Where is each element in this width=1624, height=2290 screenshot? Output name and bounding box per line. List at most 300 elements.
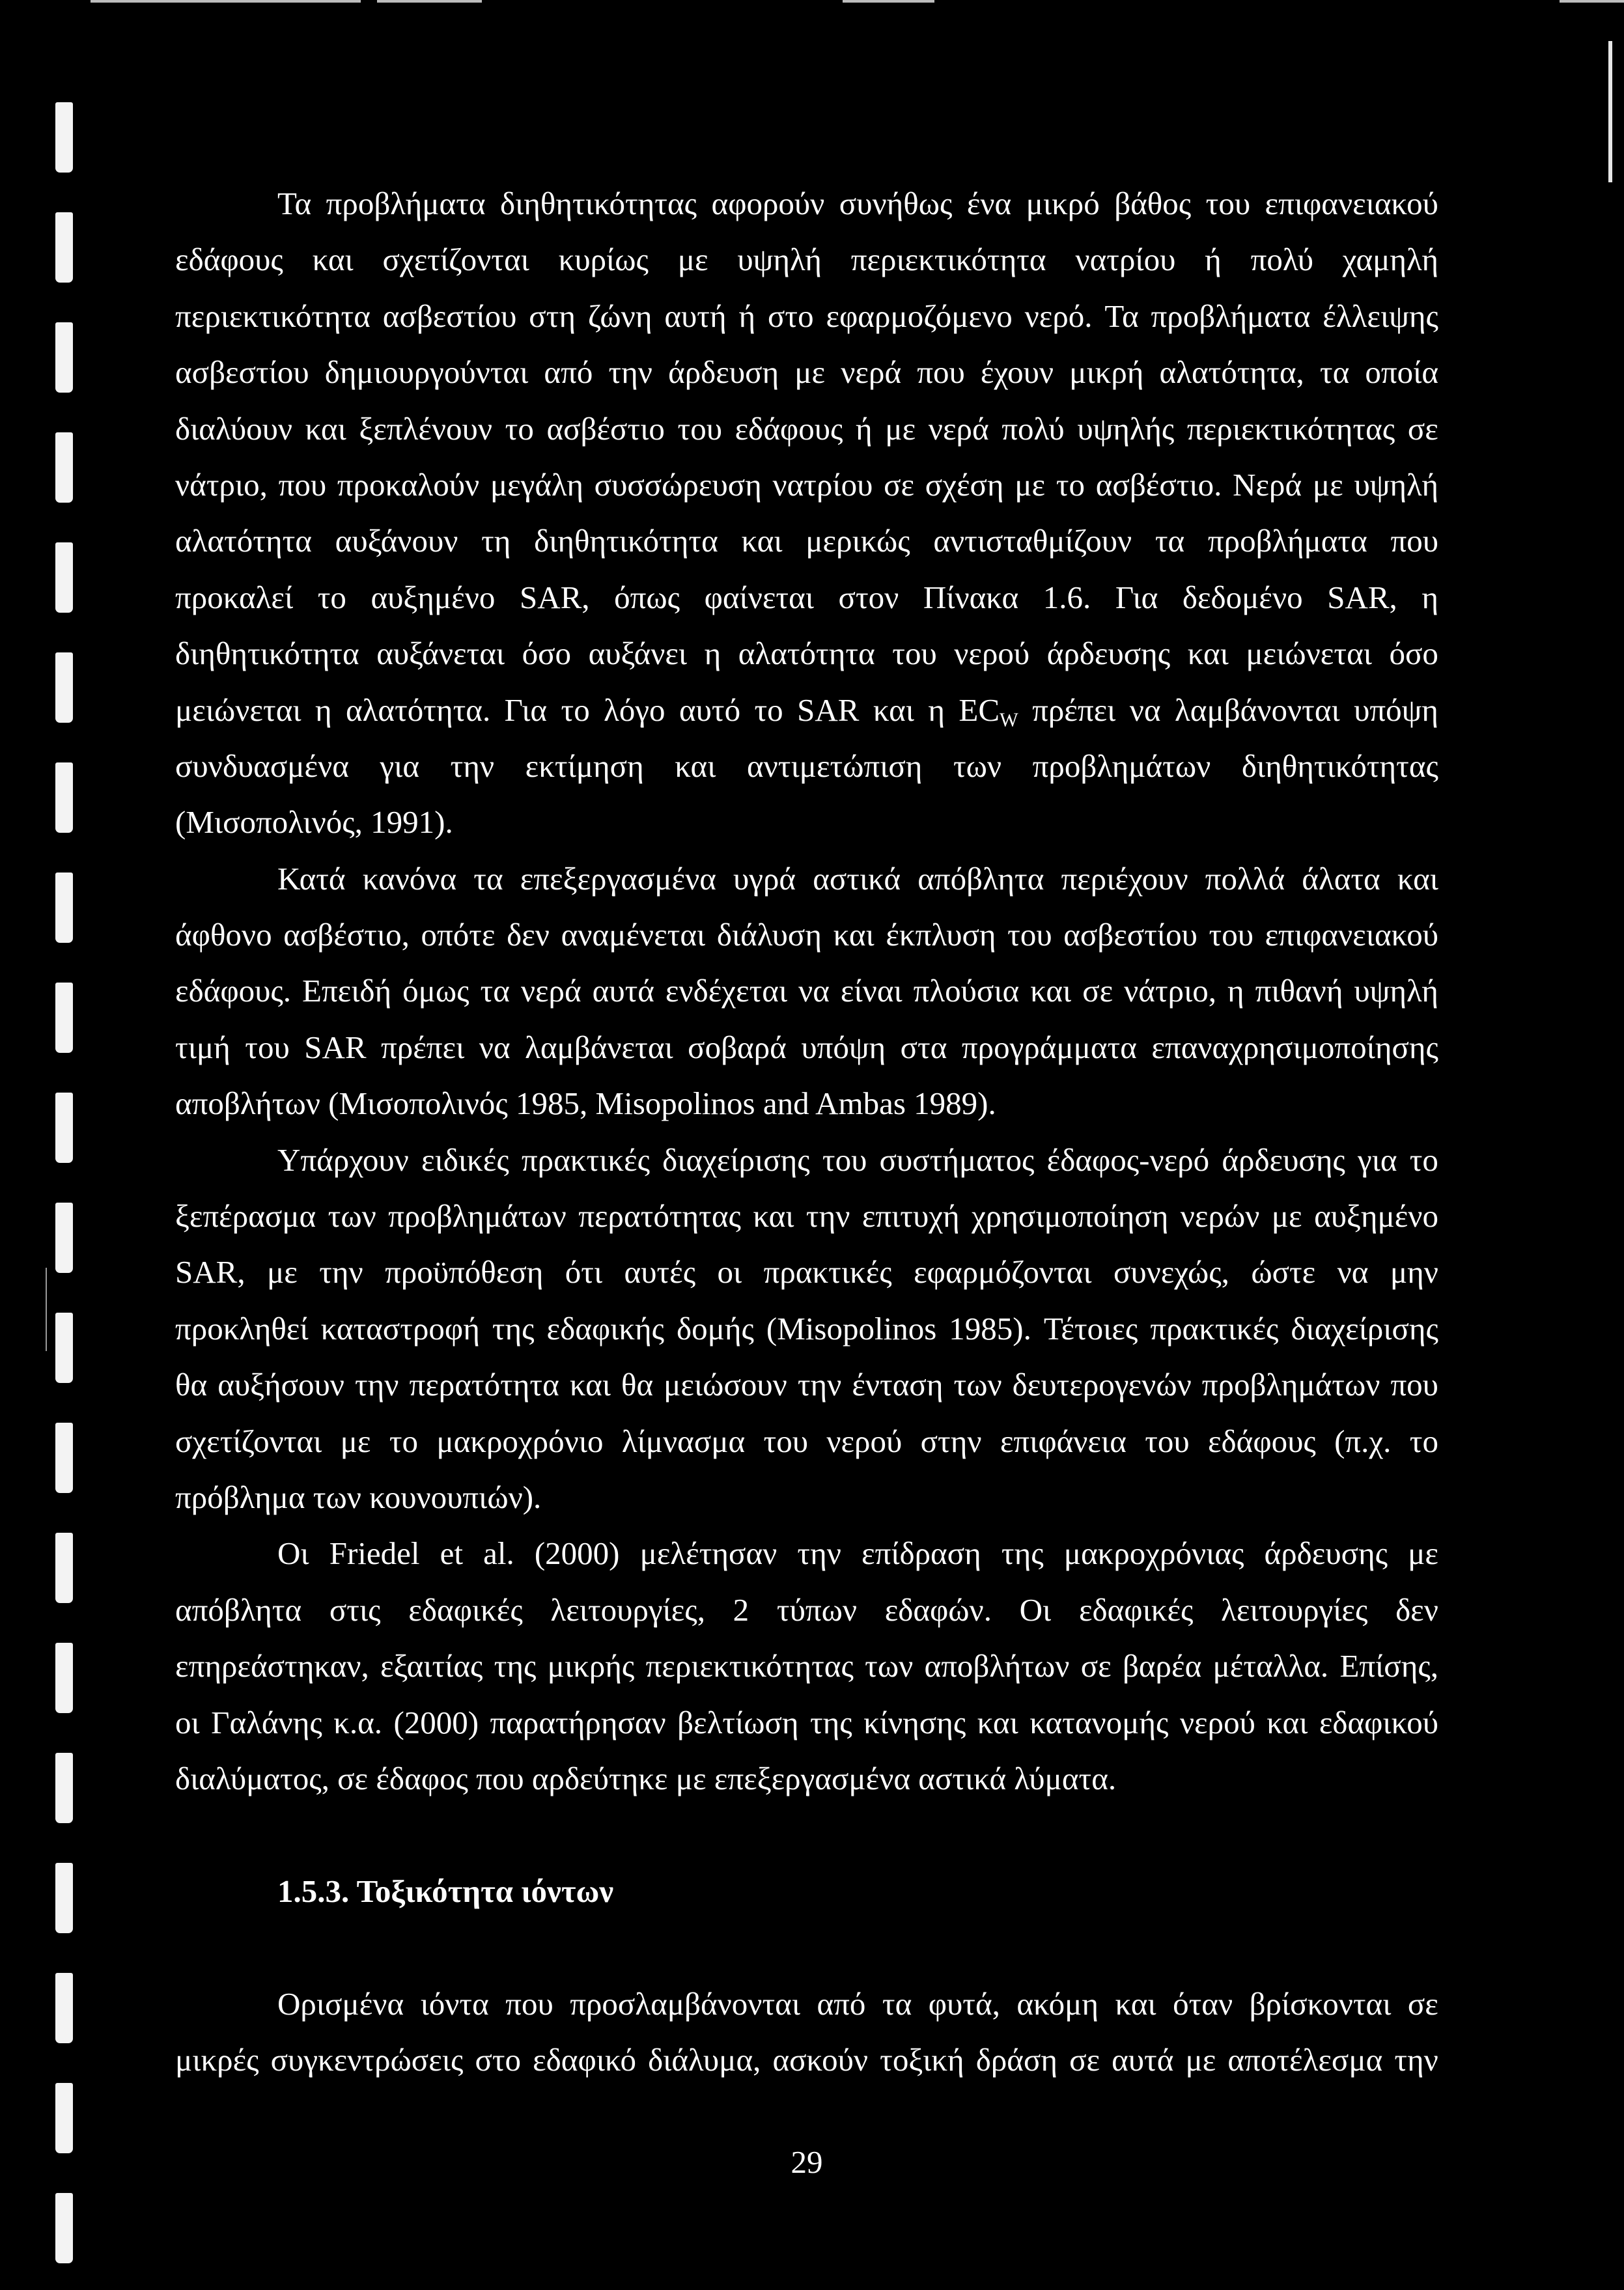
text-line — [175, 682, 1438, 738]
word: του — [1145, 1423, 1190, 1459]
word: διηθητικότητα — [175, 635, 359, 672]
word: πλούσια — [913, 973, 1020, 1009]
word: διηθητικότητας — [500, 186, 697, 221]
word: SAR, — [519, 579, 590, 615]
film-perforation — [55, 1863, 73, 1933]
word: έλλειψης — [1323, 298, 1438, 334]
word: ακόμη — [1016, 1985, 1099, 2022]
text-line — [175, 1582, 1438, 1638]
word: του — [892, 635, 937, 672]
word: κίνησης — [863, 1704, 966, 1740]
text-line — [175, 2032, 1438, 2088]
film-perforation — [55, 1643, 73, 1713]
word: προσλαμβάνονται — [570, 1985, 801, 2022]
word: για — [1358, 1141, 1397, 1178]
word: επιτυχή — [861, 1198, 960, 1235]
word: ασβεστίου — [175, 354, 309, 391]
text-line — [175, 176, 1438, 232]
word: υψηλή — [737, 242, 822, 278]
film-edge-line — [1608, 41, 1612, 182]
word: εδαφικής — [546, 1310, 665, 1347]
word: 2 — [733, 1591, 749, 1628]
word: βρίσκονται — [1249, 1985, 1392, 2022]
word: πρακτικές — [1150, 1310, 1279, 1347]
word: που — [278, 466, 327, 503]
word: αυτές — [624, 1254, 696, 1291]
word: που — [1390, 523, 1438, 559]
film-perforation — [55, 1093, 73, 1163]
word: άρδευσης — [1264, 1535, 1388, 1572]
word: επίδραση — [861, 1535, 981, 1572]
word: απόβλητα — [917, 860, 1044, 897]
word: SAR — [797, 691, 860, 728]
text-line — [175, 1188, 1438, 1244]
text-line — [175, 1414, 1438, 1470]
word: χαμηλή — [1342, 242, 1438, 278]
word: διαλύουν — [175, 410, 292, 447]
word: διάλυμα, — [648, 2041, 761, 2078]
word: δεν — [507, 917, 550, 953]
text-line — [175, 401, 1438, 457]
word: και — [1115, 1985, 1156, 2022]
word: και — [753, 1198, 794, 1235]
word: σχέση — [925, 466, 1004, 503]
word: έκπλυση — [886, 917, 996, 953]
word: με — [1312, 466, 1343, 503]
word: βελτίωση — [677, 1704, 799, 1740]
word: αυτά — [1112, 2041, 1174, 2078]
word: δεδομένο — [1182, 579, 1303, 615]
word: αντιμετώπιση — [746, 747, 923, 784]
word: των — [953, 1367, 1002, 1403]
word: των — [953, 747, 1002, 784]
word: το — [1409, 1141, 1438, 1178]
word: προβλήματα — [326, 186, 486, 221]
word: με — [1185, 2041, 1216, 2078]
word: στις — [329, 1591, 381, 1628]
word: προβλημάτων — [388, 1198, 567, 1235]
film-perforation — [55, 432, 73, 503]
word: άφθονο — [175, 917, 272, 953]
word: στον — [838, 579, 899, 615]
word: παρατήρησαν — [490, 1704, 666, 1740]
word: ιόντα — [420, 1985, 489, 2022]
word: συγκεντρώσεις — [270, 2041, 464, 2078]
text-line — [175, 1132, 1438, 1188]
word: προβλήματα — [1151, 298, 1311, 334]
word: νερά — [928, 410, 989, 447]
word: νερά — [520, 973, 581, 1009]
word: είναι — [840, 973, 903, 1009]
word: τιμή — [175, 1029, 231, 1065]
word: εδαφικού — [1319, 1704, 1438, 1740]
word: η — [1421, 579, 1438, 615]
word: να — [1129, 691, 1161, 728]
word: τύπων — [776, 1591, 857, 1628]
text-line — [175, 1976, 1438, 2032]
word: του — [763, 1423, 808, 1459]
word: και — [1267, 1704, 1308, 1740]
word: κυρίως — [558, 242, 649, 278]
word: στη — [529, 298, 576, 334]
word: μειώνεται — [175, 691, 301, 728]
word: ένταση — [852, 1367, 944, 1403]
film-perforation — [55, 212, 73, 283]
word: πολλά — [1205, 860, 1285, 897]
word: Friedel — [329, 1535, 420, 1572]
word: το — [505, 410, 534, 447]
paragraph-management-practices — [175, 1132, 1438, 1526]
word: να — [1337, 1254, 1369, 1291]
word: ότι — [565, 1254, 603, 1291]
word: η — [704, 635, 721, 672]
word: αλατότητα. — [346, 691, 491, 728]
word: ενδέχεται — [665, 973, 788, 1009]
word: του — [245, 1029, 290, 1065]
film-perforation — [55, 762, 73, 833]
word: SAR — [304, 1029, 367, 1065]
word: SAR, — [175, 1254, 245, 1291]
word: αυξημένο — [371, 579, 496, 615]
word: στην — [920, 1423, 982, 1459]
word: εδαφικές — [408, 1591, 523, 1628]
word: 1.6. — [1043, 579, 1091, 615]
text-line — [175, 626, 1438, 682]
word: την — [805, 1198, 850, 1235]
word: αυξήσουν — [217, 1367, 344, 1403]
word: την — [797, 1535, 841, 1572]
word: αντισταθμίζουν — [933, 523, 1132, 559]
text-line — [175, 232, 1438, 288]
word: του — [1205, 186, 1251, 221]
scan-edge-line — [843, 0, 934, 3]
word: υπόψη — [801, 1029, 886, 1065]
word: και — [569, 1367, 611, 1403]
scan-edge-line — [1560, 0, 1624, 3]
word: επηρεάστηκαν, — [175, 1648, 369, 1684]
word: ασβεστίου — [382, 298, 517, 334]
word: διαχείρισης — [662, 1141, 810, 1178]
word: που — [1390, 1367, 1438, 1403]
word: άρδευσης — [1046, 635, 1171, 672]
word: μικρή — [1069, 354, 1144, 391]
word: Ορισμένα — [277, 1985, 404, 2022]
word: το — [317, 579, 346, 615]
word: αυξάνουν — [335, 523, 458, 559]
text-line — [175, 1357, 1438, 1413]
word: της — [809, 1704, 852, 1740]
word: εδάφους — [175, 242, 283, 278]
word: εφαρμοζόμενο — [826, 298, 1013, 334]
word: αλατότητα — [738, 635, 875, 672]
word: εξαιτίας — [380, 1648, 483, 1684]
word: ζώνη — [587, 298, 652, 334]
paragraph-infiltration-problems — [175, 176, 1438, 851]
text-line — [175, 1301, 1438, 1357]
word: σε — [1407, 410, 1438, 447]
word: των — [328, 1198, 376, 1235]
word: φυτά, — [928, 1985, 1000, 2022]
text-line — [175, 1244, 1438, 1300]
word: (2000) — [393, 1704, 479, 1740]
word: ειδικές — [421, 1141, 509, 1178]
word: ασβέστιο. — [1095, 466, 1222, 503]
word: αυτό — [679, 691, 741, 728]
word: αυξάνεται — [376, 635, 505, 672]
word: εδαφικό — [533, 2041, 637, 2078]
word: το — [1056, 466, 1085, 503]
word: και — [1030, 973, 1072, 1009]
word: όπως — [614, 579, 680, 615]
word: τοξική — [880, 2041, 964, 2078]
word: εδάφους. — [175, 973, 292, 1009]
word: μην — [1390, 1254, 1438, 1291]
word: στο — [475, 2041, 522, 2078]
word: Πίνακα — [923, 579, 1019, 615]
word: του — [1209, 917, 1253, 953]
word: (2000) — [534, 1535, 620, 1572]
film-perforation — [55, 983, 73, 1053]
word: προκαλούν — [337, 466, 480, 503]
text-line: πρόβλημα των κουνουπιών). — [175, 1479, 542, 1515]
word: περιεκτικότητας — [645, 1648, 854, 1684]
word: εκτίμηση — [525, 747, 644, 784]
word: το — [754, 691, 783, 728]
word: την — [319, 1254, 363, 1291]
film-perforation — [55, 1423, 73, 1493]
word: Επειδή — [302, 973, 392, 1009]
word: Κατά — [277, 860, 346, 897]
text-line — [175, 851, 1438, 907]
word: οι — [175, 1704, 200, 1740]
word: η — [315, 691, 332, 728]
word: έχουν — [980, 354, 1054, 391]
word: διαχείρισης — [1291, 1310, 1438, 1347]
word: το — [1409, 1423, 1438, 1459]
word: περιέχουν — [1061, 860, 1188, 897]
word: ασκούν — [772, 2041, 869, 2078]
word: τη — [481, 523, 511, 559]
word: και — [833, 917, 875, 953]
word: την — [797, 1367, 842, 1403]
word: συνεχώς, — [1113, 1254, 1229, 1291]
word: με — [1408, 1535, 1438, 1572]
word: βάθος — [1114, 186, 1192, 221]
word: ή — [738, 298, 756, 334]
word: μειώσουν — [664, 1367, 787, 1403]
word: θα — [175, 1367, 208, 1403]
film-perforation — [55, 1973, 73, 2043]
word: άρδευση — [668, 354, 779, 391]
word: νάτριο, — [1124, 973, 1217, 1009]
word: περατότητα — [409, 1367, 559, 1403]
word: με — [677, 242, 708, 278]
text-line — [175, 907, 1438, 963]
word: δευτερογενών — [1012, 1367, 1192, 1403]
film-perforation — [55, 2083, 73, 2153]
word: al. — [483, 1535, 514, 1572]
word: του — [677, 410, 722, 447]
word: την — [608, 354, 652, 391]
word: για — [380, 747, 420, 784]
word: ώστε — [1251, 1254, 1316, 1291]
word: σε — [1407, 1985, 1438, 2022]
word: εδάφους — [735, 410, 843, 447]
word: της — [1001, 1535, 1044, 1572]
word: όταν — [1173, 1985, 1233, 2022]
word: ή — [1205, 242, 1222, 278]
word: θα — [621, 1367, 654, 1403]
word: πρέπει — [1032, 691, 1116, 728]
word: Τα — [277, 186, 312, 221]
word: σε — [1080, 1648, 1112, 1684]
word: από — [817, 1985, 866, 2022]
word: Για — [1115, 579, 1158, 615]
word: και — [977, 1704, 1018, 1740]
word: των — [865, 1648, 914, 1684]
word: Για — [504, 691, 548, 728]
film-perforation — [55, 322, 73, 393]
word: (π.χ. — [1334, 1423, 1392, 1459]
page-number: 29 — [791, 2144, 823, 2180]
word: αποτέλεσμα — [1227, 2041, 1383, 2078]
text-line — [175, 1526, 1438, 1582]
word: συνδυασμένα — [175, 747, 349, 784]
word: το — [389, 1423, 419, 1459]
word: συσσώρευση — [594, 466, 762, 503]
word: σε — [1082, 973, 1113, 1009]
text-line — [175, 1020, 1438, 1076]
word: δράση — [975, 2041, 1057, 2078]
film-perforation — [55, 1533, 73, 1603]
word: αυτά — [592, 973, 654, 1009]
text-line — [175, 288, 1438, 344]
word: et — [440, 1535, 463, 1572]
word: μικρές — [175, 2041, 259, 2078]
word: εφαρμόζονται — [914, 1254, 1092, 1291]
word: νάτριο, — [175, 466, 268, 503]
film-perforation — [55, 542, 73, 613]
word: με — [340, 1423, 371, 1459]
word: Υπάρχουν — [277, 1141, 409, 1178]
word: την — [354, 1367, 399, 1403]
paragraph-ion-toxicity — [175, 1976, 1438, 2089]
word: σχετίζονται — [175, 1423, 322, 1459]
word: στα — [900, 1029, 947, 1065]
word: την — [450, 747, 495, 784]
text-line: διαλύματος, σε έδαφος που αρδεύτηκε με επεξεργασμένα αστικά λύματα. — [175, 1760, 1117, 1796]
word: μειώνεται — [1246, 635, 1372, 672]
word: μικρής — [547, 1648, 635, 1684]
word: και — [1187, 635, 1229, 672]
blank-line — [175, 1807, 1438, 1863]
word: με — [1015, 466, 1046, 503]
word: και — [675, 747, 716, 784]
word: της — [492, 1310, 535, 1347]
word: τα — [480, 973, 510, 1009]
word: λαμβάνονται — [1175, 691, 1340, 728]
word: επιφάνεια — [1000, 1423, 1127, 1459]
word: του — [822, 1141, 867, 1178]
word: με — [885, 410, 916, 447]
text-line: αποβλήτων (Μισοπολινός 1985, Misopolinos and Ambas 1989). — [175, 1085, 996, 1122]
word: μακροχρόνιο — [436, 1423, 604, 1459]
text-line — [175, 344, 1438, 400]
word: πρακτικές — [521, 1141, 650, 1178]
word: σχετίζονται — [382, 242, 529, 278]
word: περατότητας — [578, 1198, 741, 1235]
film-perforation — [55, 652, 73, 723]
word: αλατότητα, — [1159, 354, 1304, 391]
word: και — [741, 523, 783, 559]
word: υγρά — [733, 860, 796, 897]
word: νερού — [1179, 1704, 1255, 1740]
word: τα — [473, 860, 503, 897]
word: όσο — [1389, 635, 1438, 672]
word: διάλυση — [716, 917, 822, 953]
word: υπόψη — [1354, 691, 1438, 728]
word: λειτουργίες — [1221, 1591, 1368, 1628]
text-line: (Μισοπολινός, 1991). — [175, 804, 453, 841]
word: που — [505, 1985, 553, 2022]
word: προβλημάτων — [1032, 747, 1211, 784]
word: η — [928, 691, 945, 728]
scan-scratch — [46, 1268, 47, 1351]
word: όσο — [522, 635, 572, 672]
word: να — [798, 973, 830, 1009]
word: επιφανειακού — [1265, 917, 1438, 953]
word: μεγάλη — [490, 466, 583, 503]
text-line — [175, 570, 1438, 626]
text-line — [175, 513, 1438, 569]
word: νερά — [841, 354, 902, 391]
word: που — [917, 354, 965, 391]
word: Επίσης, — [1339, 1648, 1438, 1684]
word: αποβλήτων — [924, 1648, 1070, 1684]
word: το — [561, 691, 590, 728]
word: Οι — [277, 1535, 309, 1572]
word: σε — [1069, 2041, 1100, 2078]
word: με — [266, 1254, 298, 1291]
word: λόγο — [604, 691, 665, 728]
word: από — [544, 354, 593, 391]
word: να — [479, 1029, 511, 1065]
word: νερό. — [1024, 298, 1093, 334]
word: συστήματος — [879, 1141, 1035, 1178]
word: νατρίου — [1075, 242, 1176, 278]
word: καταστροφή — [320, 1310, 480, 1347]
word: την — [1394, 2041, 1438, 2078]
word: 1985). — [949, 1310, 1031, 1347]
paragraph-treated-wastewater — [175, 851, 1438, 1132]
word: με — [1271, 1198, 1302, 1235]
ec-symbol-subscript: W — [1000, 708, 1018, 731]
word: περιεκτικότητα — [850, 242, 1046, 278]
film-perforation — [55, 1203, 73, 1273]
word: οποία — [1365, 354, 1438, 391]
word: προϋπόθεση — [385, 1254, 544, 1291]
word: ασβεστίου — [1063, 917, 1197, 953]
word: όμως — [402, 973, 469, 1009]
word: αστικά — [813, 860, 901, 897]
film-perforation — [55, 2193, 73, 2263]
text-line — [175, 1695, 1438, 1751]
word: (Misopolinos — [766, 1310, 937, 1347]
word: ένα — [966, 186, 1012, 221]
word: φαίνεται — [704, 579, 814, 615]
film-perforation — [55, 1313, 73, 1383]
film-perforation — [55, 873, 73, 943]
